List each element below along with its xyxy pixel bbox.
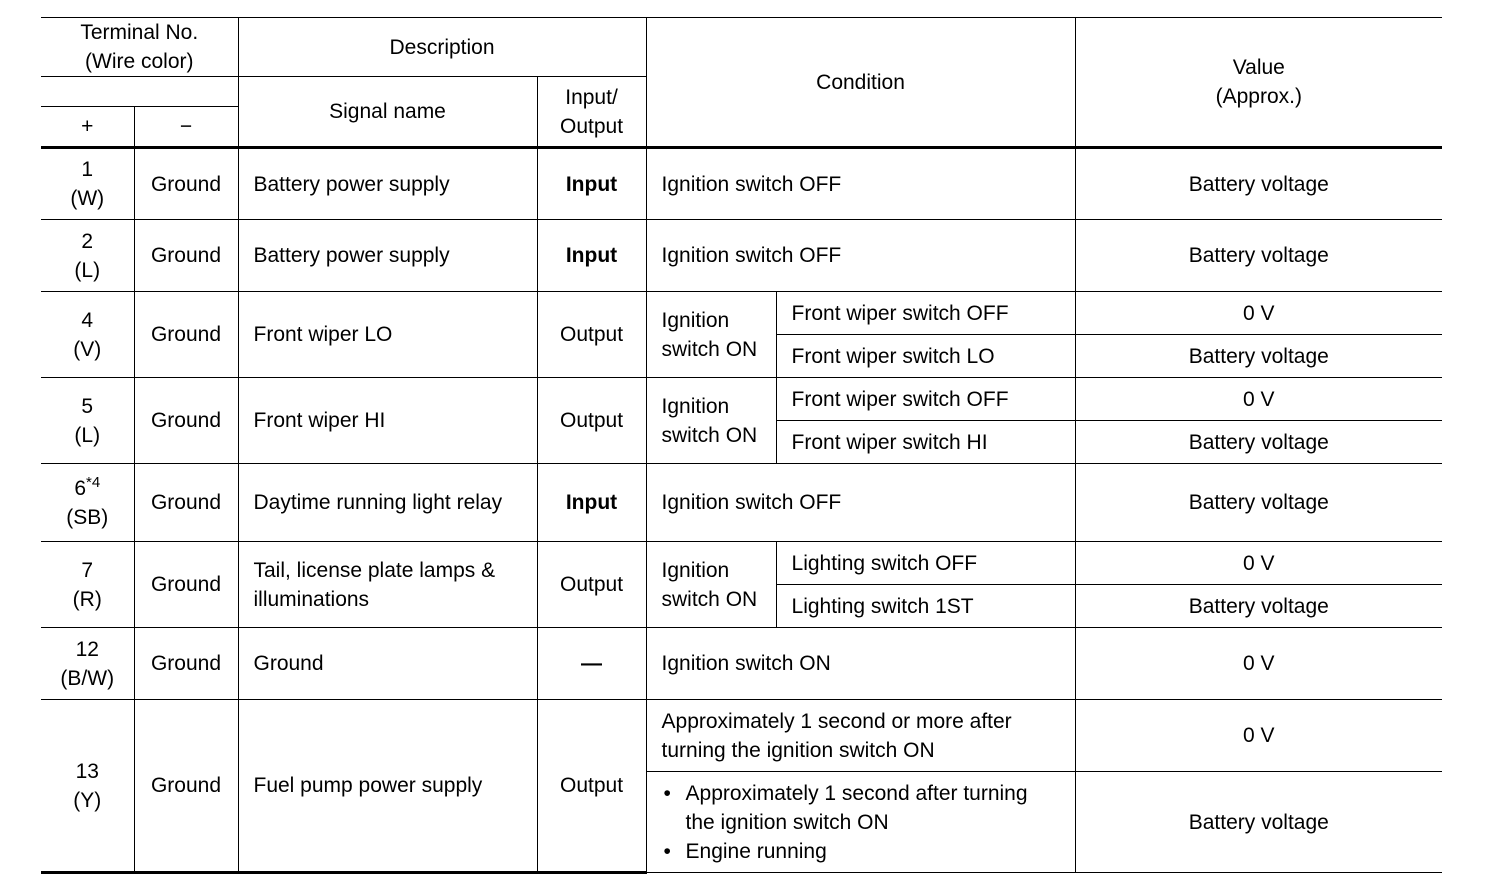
table-row: [41, 464, 1442, 542]
terminal-cell: [41, 464, 134, 542]
condition-sub-cell: Front wiper switch OFF: [776, 292, 1075, 335]
condition-main-line: Ignition: [661, 308, 730, 332]
condition-sub-cell: Lighting switch OFF: [776, 542, 1075, 585]
signal-cell: Ground: [238, 628, 537, 700]
signal-cell: Front wiper HI: [238, 378, 537, 464]
condition-cell: Ignition switch OFF: [646, 464, 1075, 542]
terminal-number: 5: [81, 394, 94, 418]
value-cell: Battery voltage: [1075, 220, 1442, 292]
value-cell: 0 V: [1075, 628, 1442, 700]
signal-name-header: Signal name: [238, 77, 537, 148]
table-row: [41, 220, 1442, 292]
condition-sub-cell: Front wiper switch LO: [776, 335, 1075, 378]
terminal-cell: [41, 148, 134, 220]
signal-line: illuminations: [253, 587, 370, 611]
table-row: [41, 628, 1442, 700]
ground-cell: Ground: [134, 220, 238, 292]
signal-cell: Battery power supply: [238, 148, 537, 220]
terminal-cell: [41, 220, 134, 292]
bullet-line: • Approximately 1 second after turning: [685, 781, 1028, 805]
table-row: [41, 542, 1442, 585]
approx-label: (Approx.): [1215, 85, 1302, 108]
condition-main-line: switch ON: [661, 587, 758, 611]
value-cell: Battery voltage: [1075, 335, 1442, 378]
table-row: [41, 292, 1442, 335]
value-cell: 0 V: [1075, 700, 1442, 772]
condition-main-cell: [646, 542, 776, 628]
condition-line: turning the ignition switch ON: [661, 738, 935, 762]
signal-cell: Battery power supply: [238, 220, 537, 292]
value-label: Value: [1232, 56, 1285, 79]
wire-color-label: (Wire color): [85, 50, 194, 73]
io-cell: Input: [537, 220, 646, 292]
minus-header: −: [134, 107, 238, 148]
wire-color: (L): [74, 423, 101, 447]
plus-header: +: [41, 107, 134, 148]
value-cell: Battery voltage: [1075, 148, 1442, 220]
wire-color: (L): [74, 258, 101, 282]
io-cell: Input: [537, 148, 646, 220]
condition-cell: Ignition switch OFF: [646, 148, 1075, 220]
condition-cell: [646, 772, 1075, 873]
wire-color: (B/W): [60, 666, 115, 690]
terminal-cell: [41, 700, 134, 873]
condition-main-line: switch ON: [661, 337, 758, 361]
terminal-number: 7: [81, 558, 94, 582]
condition-sub-cell: Front wiper switch HI: [776, 421, 1075, 464]
io-cell: Output: [537, 700, 646, 873]
ground-cell: Ground: [134, 378, 238, 464]
terminal-number: 13: [75, 759, 99, 783]
wire-color: (W): [70, 187, 105, 210]
terminal-number: 4: [81, 308, 94, 332]
condition-line: Approximately 1 second or more after: [661, 709, 1012, 733]
terminal-cell: [41, 542, 134, 628]
terminal-cell: [41, 378, 134, 464]
condition-main-line: Ignition: [661, 394, 730, 418]
condition-bullet-list: [662, 779, 1067, 866]
wire-color: (R): [72, 587, 102, 611]
io-cell: —: [537, 628, 646, 700]
condition-main-cell: [646, 378, 776, 464]
value-cell: Battery voltage: [1075, 585, 1442, 628]
wire-color: (V): [73, 337, 102, 361]
condition-main-line: switch ON: [661, 423, 758, 447]
table-row: [41, 148, 1442, 220]
terminal-header-spacer: [41, 77, 238, 107]
condition-cell: Ignition switch OFF: [646, 220, 1075, 292]
ground-cell: Ground: [134, 148, 238, 220]
value-cell: Battery voltage: [1075, 464, 1442, 542]
condition-bullet: • Engine running: [686, 837, 1067, 866]
input-label: Input/: [565, 85, 618, 109]
signal-cell: Daytime running light relay: [238, 464, 537, 542]
terminal-cell: [41, 292, 134, 378]
output-label: Output: [559, 114, 624, 138]
terminal-note: *4: [86, 473, 101, 491]
value-cell: 0 V: [1075, 542, 1442, 585]
ground-cell: Ground: [134, 292, 238, 378]
terminal-number: 12: [75, 637, 99, 661]
terminal-spec-table: [41, 17, 1442, 874]
condition-main-cell: [646, 292, 776, 378]
wire-color: (SB): [66, 505, 109, 529]
value-cell: Battery voltage: [1075, 421, 1442, 464]
terminal-no-header: [41, 18, 238, 77]
ground-cell: Ground: [134, 700, 238, 873]
value-header: [1075, 18, 1442, 148]
ground-cell: Ground: [134, 542, 238, 628]
io-cell: Output: [537, 542, 646, 628]
wire-color: (Y): [73, 788, 102, 812]
condition-header: Condition: [646, 18, 1075, 148]
terminal-number: 1: [81, 158, 94, 181]
value-cell: Battery voltage: [1075, 772, 1442, 873]
condition-sub-cell: Lighting switch 1ST: [776, 585, 1075, 628]
value-cell: 0 V: [1075, 292, 1442, 335]
io-cell: Input: [537, 464, 646, 542]
terminal-no-label: Terminal No.: [80, 21, 199, 44]
terminal-number: 6: [74, 476, 86, 500]
value-cell: 0 V: [1075, 378, 1442, 421]
ground-cell: Ground: [134, 628, 238, 700]
terminal-cell: [41, 628, 134, 700]
io-cell: Output: [537, 378, 646, 464]
condition-cell: [646, 700, 1075, 772]
description-header: Description: [238, 18, 646, 77]
header-row-1: [41, 18, 1442, 77]
signal-line: Tail, license plate lamps &: [253, 558, 496, 582]
signal-cell: Fuel pump power supply: [238, 700, 537, 873]
signal-cell: [238, 542, 537, 628]
signal-cell: Front wiper LO: [238, 292, 537, 378]
condition-sub-cell: Front wiper switch OFF: [776, 378, 1075, 421]
input-output-header: [537, 77, 646, 148]
table-row: [41, 378, 1442, 421]
io-cell: Output: [537, 292, 646, 378]
condition-bullet: [686, 779, 1067, 837]
bullet-line: the ignition switch ON: [685, 810, 889, 834]
ground-cell: Ground: [134, 464, 238, 542]
table-row: [41, 700, 1442, 772]
condition-main-line: Ignition: [661, 558, 730, 582]
condition-cell: Ignition switch ON: [646, 628, 1075, 700]
terminal-number: 2: [81, 229, 94, 253]
